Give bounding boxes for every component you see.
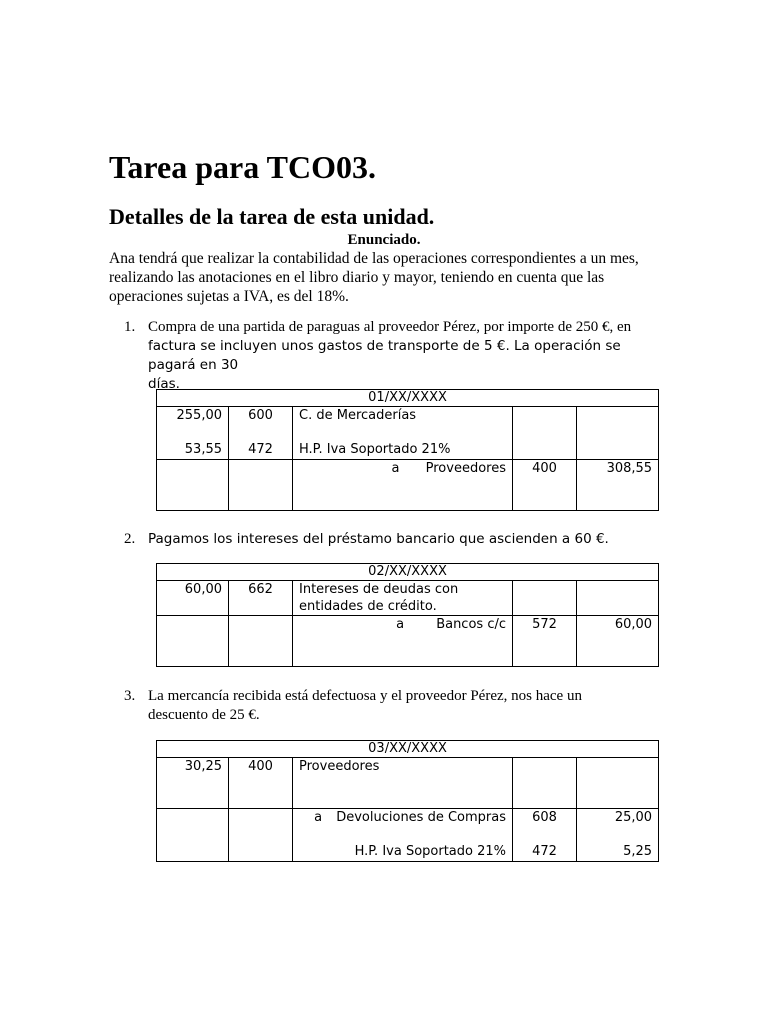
operation-text [148, 530, 666, 549]
credit-a: a [314, 810, 323, 825]
empty-cell [577, 407, 659, 460]
empty-cell [157, 809, 229, 862]
intro-line: operaciones sujetas a IVA, es del 18%. [109, 288, 349, 305]
intro-paragraph [109, 249, 669, 306]
credit-amount: 25,00 [614, 810, 653, 825]
empty-cell [229, 809, 293, 862]
account-name: Proveedores [425, 461, 506, 476]
account-code: 472 [248, 442, 273, 457]
credit-amount: 308,55 [577, 460, 659, 511]
empty-cell [513, 758, 577, 809]
operation-text-line: Pagamos los intereses del préstamo bancario que ascienden a 60 €. [148, 531, 609, 547]
account-name: H.P. Iva Soportado 21% [299, 442, 451, 457]
debit-amount: 53,55 [184, 442, 222, 457]
operation-text-line: descuento de 25 €. [148, 707, 260, 723]
operation-text-line: días. [148, 376, 180, 392]
entry-date: 03/XX/XXXX [157, 741, 659, 758]
account-name: entidades de crédito. [299, 599, 437, 614]
intro-line: Ana tendrá que realizar la contabilidad de las operaciones correspondientes a un mes, [109, 250, 639, 267]
credit-amounts [577, 809, 659, 862]
debit-amount: 60,00 [157, 581, 229, 616]
operation-text-line: La mercancía recibida está defectuosa y el proveedor Pérez, nos hace un [148, 688, 582, 704]
account-name: C. de Mercaderías [299, 408, 417, 423]
account-code: 662 [229, 581, 293, 616]
credit-name-cell [293, 616, 513, 667]
credit-names [293, 809, 513, 862]
debit-names [293, 581, 513, 616]
account-name: Proveedores [293, 758, 513, 809]
debit-amount: 255,00 [176, 408, 222, 423]
account-name: Devoluciones de Compras [336, 810, 506, 825]
account-code: 400 [229, 758, 293, 809]
journal-entry-2 [156, 563, 659, 667]
page-title: Tarea para TCO03. [109, 149, 376, 185]
operation-text [148, 318, 666, 394]
empty-cell [513, 581, 577, 616]
debit-amounts [157, 407, 229, 460]
empty-cell [157, 616, 229, 667]
credit-amount: 60,00 [577, 616, 659, 667]
credit-a: a [396, 617, 405, 632]
debit-names [293, 407, 513, 460]
account-code: 600 [248, 408, 273, 423]
section-heading: Enunciado. [347, 232, 421, 248]
account-code: 608 [532, 810, 557, 825]
debit-amount: 30,25 [157, 758, 229, 809]
empty-cell [229, 616, 293, 667]
operation-text-line: Compra de una partida de paraguas al proveedor Pérez, por importe de 250 €, en [148, 319, 632, 335]
operation-number: 3. [124, 688, 136, 704]
credit-a: a [391, 461, 400, 476]
account-name: H.P. Iva Soportado 21% [354, 844, 506, 859]
account-code: 572 [513, 616, 577, 667]
credit-accounts [513, 809, 577, 862]
account-code: 472 [532, 844, 557, 859]
page-subtitle: Detalles de la tarea de esta unidad. [109, 204, 435, 229]
operation-number: 2. [124, 531, 136, 547]
credit-name-line [299, 809, 506, 826]
journal-entry-1 [156, 389, 659, 511]
account-name: Intereses de deudas con [299, 582, 459, 597]
empty-cell [577, 758, 659, 809]
entry-date: 01/XX/XXXX [157, 390, 659, 407]
intro-line: realizando las anotaciones en el libro diario y mayor, teniendo en cuenta que las [109, 269, 605, 286]
credit-name-cell [293, 460, 513, 511]
empty-cell [513, 407, 577, 460]
debit-accounts [229, 407, 293, 460]
operation-text-line: factura se incluyen unos gastos de transporte de 5 €. La operación se pagará en 30 [148, 338, 621, 373]
operation-text [148, 687, 666, 725]
empty-cell [229, 460, 293, 511]
empty-cell [577, 581, 659, 616]
account-name: Bancos c/c [436, 617, 506, 632]
operation-number: 1. [124, 319, 136, 335]
journal-entry-3 [156, 740, 659, 862]
entry-date: 02/XX/XXXX [157, 564, 659, 581]
credit-amount: 5,25 [623, 844, 653, 859]
empty-cell [157, 460, 229, 511]
account-code: 400 [513, 460, 577, 511]
